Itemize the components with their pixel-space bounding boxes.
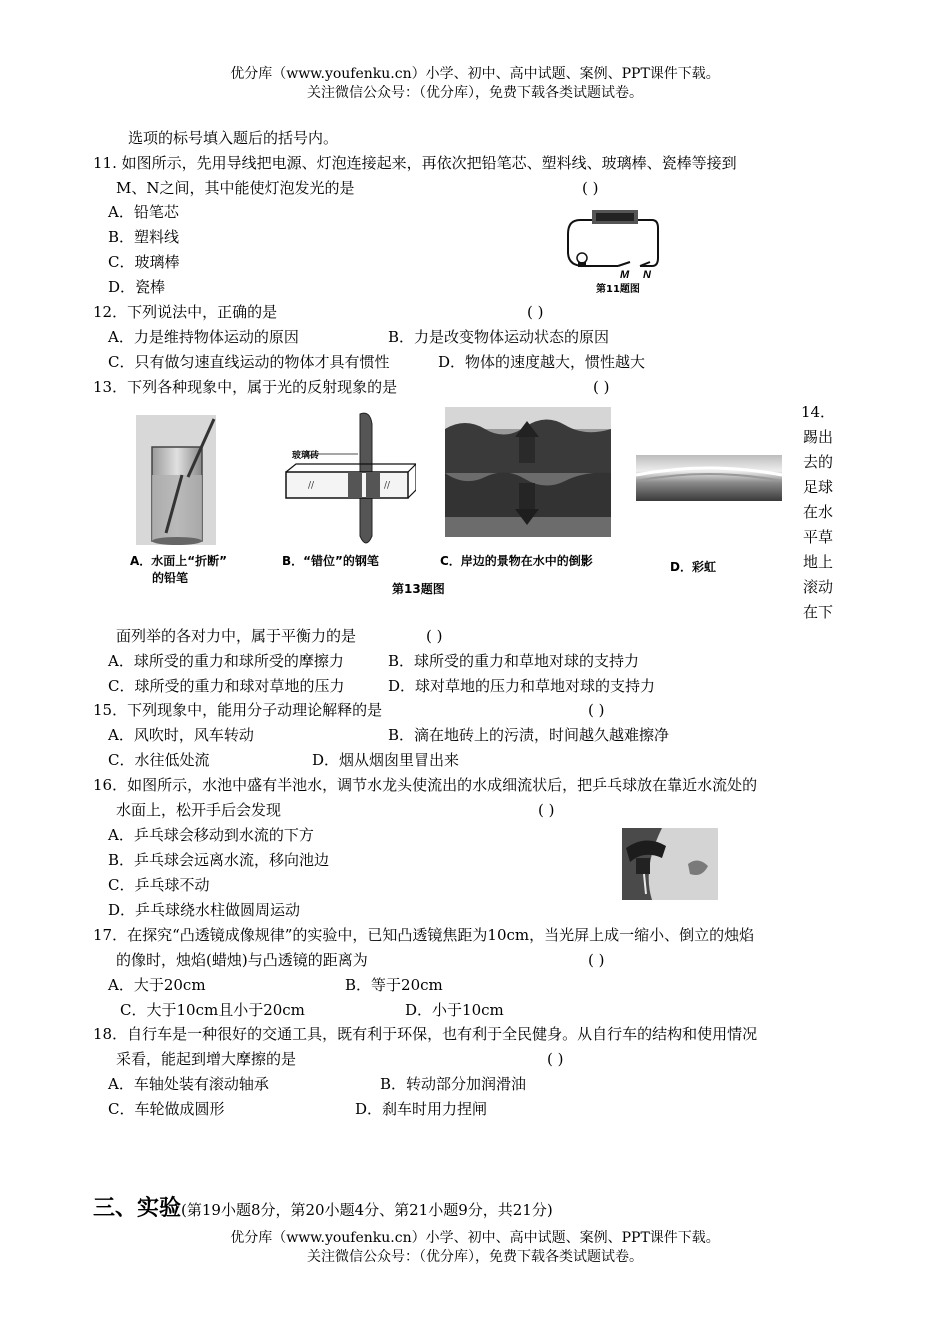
q15-option-d: D．烟从烟囱里冒出来 [312,751,460,769]
header-line-1: 优分库（www.youfenku.cn）小学、初中、高中试题、案例、PPT课件下载。 [230,66,720,82]
q16-faucet-photo [622,828,718,900]
q13-caption-a-line1: A．水面上“折断” [130,554,228,568]
q16-option-b: B．乒乓球会远离水流，移向池边 [108,851,330,869]
q17-stem-line1: 17．在探究“凸透镜成像规律”的实验中，已知凸透镜焦距为10cm，当光屏上成一缩小、倒立的烛焰 [93,926,755,944]
q12-option-a: A．力是维持物体运动的原因 [108,328,299,346]
q13-stem: 13．下列各种现象中，属于光的反射现象的是 [93,378,398,396]
q14-vertical-6: 地上 [802,553,833,571]
q15-option-c: C．水往低处流 [108,751,210,769]
q16-option-d: D．乒乓球绕水柱做圆周运动 [108,901,301,919]
q15-option-b: B．滴在地砖上的污渍，时间越久越难擦净 [388,726,670,744]
q15-stem: 15．下列现象中，能用分子动理论解释的是 [93,701,383,719]
q12-option-b: B．力是改变物体运动状态的原因 [388,328,610,346]
section-3-heading [93,1194,553,1224]
q18-stem-line1: 18．自行车是一种很好的交通工具，既有利于环保，也有利于全民健身。从自行车的结构和使用情况 [93,1025,758,1043]
q11-option-b: B．塑料线 [108,228,180,246]
q16-option-c: C．乒乓球不动 [108,876,210,894]
q13-answer-paren: ( ) [593,378,610,396]
wire-icon [568,220,658,266]
q17-option-b: B．等于20cm [345,976,443,994]
q18-option-c: C．车轮做成圆形 [108,1100,225,1118]
q14-vertical-1: 踢出 [802,428,833,446]
q13-caption-c: C．岸边的景物在水中的倒影 [440,554,593,568]
terminal-label-m: M [620,269,630,281]
q16-stem-line2: 水面上，松开手后会发现 [116,801,282,819]
svg-text://: // [384,481,391,491]
q14-option-c: C．球所受的重力和球对草地的压力 [108,677,345,695]
bulb-icon [577,253,587,263]
q15-answer-paren: ( ) [588,701,605,719]
intro-text: 选项的标号填入题后的括号内。 [128,129,339,147]
q14-option-a: A．球所受的重力和球所受的摩擦力 [108,652,344,670]
q12-stem: 12．下列说法中，正确的是 [93,303,278,321]
footer-line-1: 优分库（www.youfenku.cn）小学、初中、高中试题、案例、PPT课件下载。 [230,1230,720,1246]
q13-caption-b: B．“错位”的钢笔 [282,554,379,568]
q13-fig-caption: 第13题图 [392,582,445,596]
q18-answer-paren: ( ) [547,1050,564,1068]
q14-vertical-4: 在水 [802,503,833,521]
q18-option-d: D．刹车时用力捏闸 [355,1100,488,1118]
svg-text://: // [308,481,315,491]
section-3-title: 三、实验 [93,1195,182,1221]
terminal-label-n: N [643,269,651,281]
section-3-points-note: (第19小题8分，第20小题4分、第21小题9分，共21分) [181,1201,553,1219]
q11-circuit-figure [560,206,670,296]
glass-block-label: 玻璃砖 [292,451,320,461]
q14-vertical-2: 去的 [802,453,833,471]
q16-answer-paren: ( ) [538,801,555,819]
q14-vertical-3: 足球 [802,478,833,496]
q11-answer-paren: ( ) [582,179,599,197]
q16-option-a: A．乒乓球会移动到水流的下方 [108,826,314,844]
q17-answer-paren: ( ) [588,951,605,969]
q11-option-d: D．瓷棒 [108,278,166,296]
q13-caption-a-line2: 的铅笔 [152,571,189,585]
q13-image-b-pen-through-glass [280,410,416,550]
q14-answer-paren: ( ) [426,627,443,645]
q11-stem-line1: 11. 如图所示，先用导线把电源、灯泡连接起来，再依次把铅笔芯、塑料线、玻璃棒、瓷棒等接到 [93,154,737,172]
q13-image-d-rainbow [636,455,782,501]
q14-stem-line2: 面列举的各对力中，属于平衡力的是 [116,627,357,645]
q18-option-b: B．转动部分加润滑油 [380,1075,527,1093]
q14-vertical-8: 在下 [802,603,833,621]
q11-stem-line2: M、N之间，其中能使灯泡发光的是 [116,179,355,197]
q12-option-c: C．只有做匀速直线运动的物体才具有惯性 [108,353,390,371]
q11-option-a: A．铅笔芯 [108,203,179,221]
q13-image-c-reflection [445,407,611,537]
footer-line-2: 关注微信公众号：（优分库），免费下载各类试题试卷。 [307,1249,643,1265]
q18-option-a: A．车轴处装有滚动轴承 [108,1075,269,1093]
q14-option-b: B．球所受的重力和草地对球的支持力 [388,652,640,670]
q14-option-d: D．球对草地的压力和草地对球的支持力 [388,677,656,695]
q13-image-a-pencil-in-water [136,415,216,545]
q12-option-d: D．物体的速度越大，惯性越大 [438,353,646,371]
q11-option-c: C．玻璃棒 [108,253,180,271]
q13-caption-d: D．彩虹 [670,560,716,574]
header-line-2: 关注微信公众号：（优分库），免费下载各类试题试卷。 [307,85,643,101]
q17-option-a: A．大于20cm [108,976,206,994]
q14-vertical-0: 14． [800,403,836,421]
q14-vertical-5: 平草 [802,528,833,546]
q17-option-c: C．大于10cm且小于20cm [120,1001,305,1019]
q14-vertical-7: 滚动 [802,578,833,596]
q18-stem-line2: 采看，能起到增大摩擦的是 [116,1050,297,1068]
q12-answer-paren: ( ) [527,303,544,321]
q17-option-d: D．小于10cm [405,1001,504,1019]
q11-fig-caption: 第11题图 [596,284,640,295]
q16-stem-line1: 16．如图所示，水池中盛有半池水，调节水龙头使流出的水成细流状后，把乒乓球放在靠近水流处的 [93,776,758,794]
q15-option-a: A．风吹时，风车转动 [108,726,254,744]
q17-stem-line2: 的像时，烛焰(蜡烛)与凸透镜的距离为 [116,951,368,969]
